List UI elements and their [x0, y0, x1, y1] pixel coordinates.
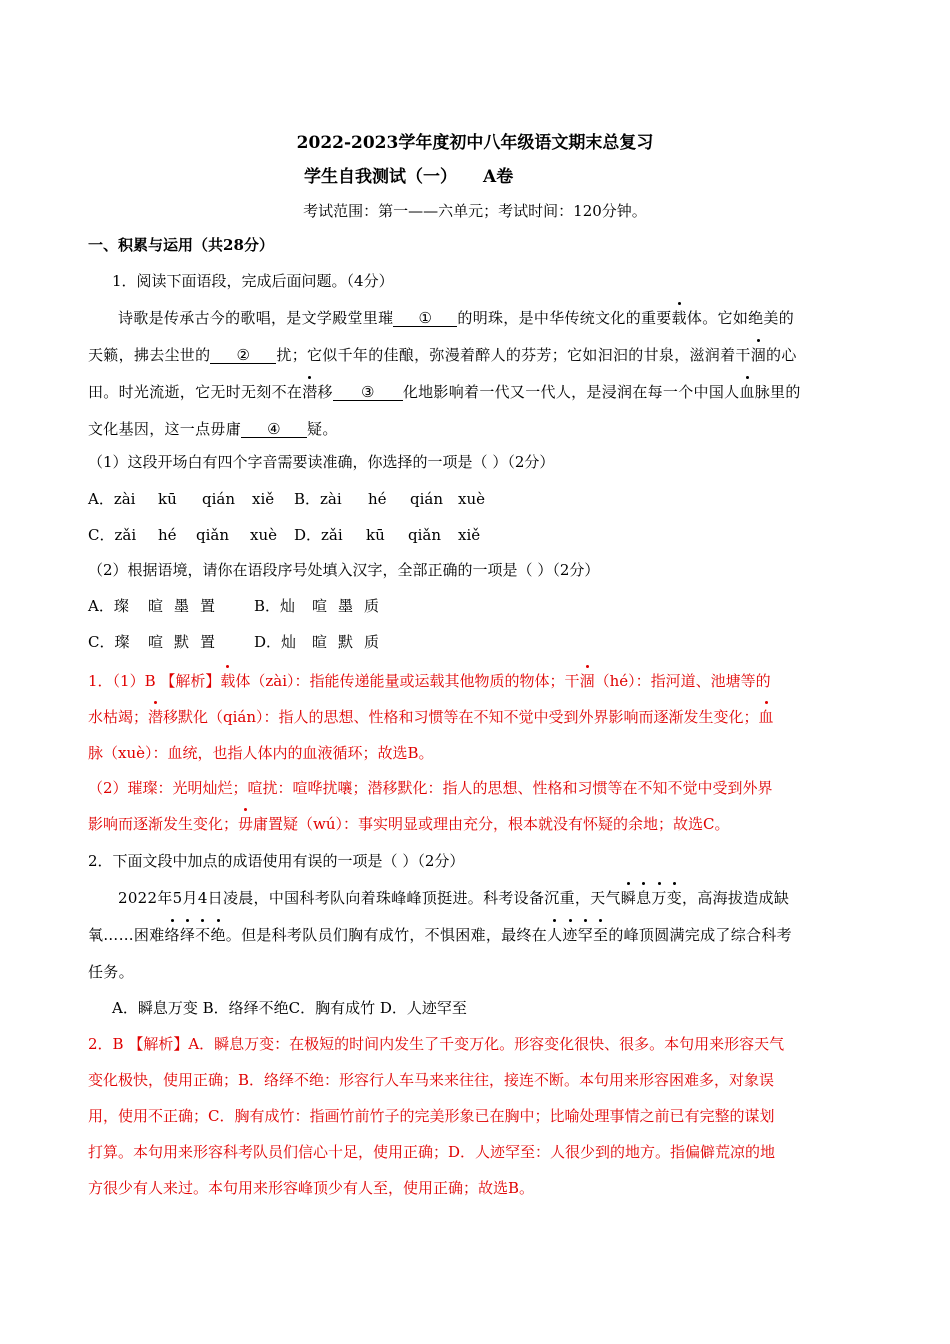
q1-answer-line-3: 脉（xuè）：血统，也指人体内的血液循环；故选B。 [88, 744, 434, 762]
blank-4: ④ [241, 421, 307, 438]
q2-passage-line-3: 任务。 [88, 963, 134, 981]
q1-sub2-stem: （2）根据语境，请你在语段序号处填入汉字，全部正确的一项是（ ）（2分） [88, 561, 600, 579]
q1-passage-line-4: 文化基因，这一点毋庸 ④ 疑。 [88, 420, 338, 438]
q1-answer-line-5: 影响而逐渐发生变化；毋庸置疑（wú）：事实明显或理由充分，根本就没有怀疑的余地；故选C。 [88, 815, 730, 833]
q2-answer-line-1: 2．B 【解析】A．瞬息万变：在极短的时间内发生了千变万化。形容变化很快、很多。本句用来形容天气 [88, 1035, 785, 1053]
q1-sub2-options-row-1: A．璨 暄 墨 置 B．灿 喧 墨 质 [88, 597, 380, 615]
q1-answer-line-4: （2）璀璨：光明灿烂；喧扰：喧哗扰嚷；潜移默化：指人的思想、性格和习惯等在不知不觉中受到外界 [88, 779, 773, 797]
blank-3: ③ [333, 384, 403, 401]
page-subtitle [304, 162, 513, 187]
page-title: 2022-2023学年度初中八年级语文期末总复习 [296, 133, 654, 153]
q1-answer-line-2: 水枯竭；潜移默化（qián）：指人的思想、性格和习惯等在不知不觉中受到外界影响而逐渐发生变化；血 [88, 708, 774, 726]
dotted-idiom-3: 人迹罕至 [547, 926, 609, 944]
subtitle-text: 学生自我测试（一） [304, 167, 457, 187]
q2-answer-line-2: 变化极快，使用正确；B．络绎不绝：形容行人车马来来往往，接连不断。本句用来形容困难多，对象误 [88, 1071, 775, 1089]
q1-sub2-options-row-2: C．璨 喧 默 置 D．灿 暄 默 质 [88, 633, 380, 651]
q1-stem: 1．阅读下面语段，完成后面问题。（4分） [112, 272, 394, 290]
q1-passage-line-3: 田。时光流逝，它无时无刻不在潜移 ③ 化地影响着一代又一代人，是浸润在每一个中国人血脉里的 [88, 383, 801, 401]
section-heading: 一、积累与运用（共28分） [88, 236, 274, 254]
blank-1: ① [393, 310, 457, 327]
q1-passage-line-1: 诗歌是传承古今的歌唱，是文学殿堂里璀 ① 的明珠，是中华传统文化的重要载体。它如绝美的 [118, 309, 795, 327]
dotted-idiom-1: 瞬息万变 [620, 889, 683, 907]
q1-answer-line-1: 1．（1）B 【解析】载体（zài）：指能传递能量或运载其他物质的物体；干涸（hé）：指河道、池塘等的 [88, 672, 771, 690]
q2-answer-line-3: 用，使用不正确；C．胸有成竹：指画竹前竹子的完美形象已在胸中；比喻处理事情之前已有完整的谋划 [88, 1107, 775, 1125]
subtitle-suffix: A卷 [483, 167, 514, 187]
q2-stem: 2．下面文段中加点的成语使用有误的一项是（ ）（2分） [88, 852, 465, 870]
exam-info: 考试范围：第一——六单元；考试时间：120分钟。 [303, 202, 647, 220]
q1-sub1-stem: （1）这段开场白有四个字音需要读准确，你选择的一项是（ ）（2分） [88, 453, 555, 471]
q2-passage-line-2: 氧……困难络绎不绝。但是科考队员们胸有成竹，不惧困难，最终在人迹罕至的峰顶圆满完成了综合科考 [88, 926, 792, 944]
q1-sub1-options-row-1: A．zài kū qián xiě B．zài hé qián xuè [88, 490, 485, 508]
q2-answer-line-4: 打算。本句用来形容科考队员们信心十足，使用正确；D．人迹罕至：人很少到的地方。指偏僻荒凉的地 [88, 1143, 776, 1161]
dotted-idiom-2: 络绎不绝 [164, 926, 226, 944]
q2-options: A．瞬息万变 B．络绎不绝C．胸有成竹 D．人迹罕至 [112, 999, 467, 1017]
q2-passage-line-1: 2022年5月4日凌晨，中国科考队向着珠峰峰顶挺进。科考设备沉重，天气瞬息万变，高海拔造成缺 [118, 889, 790, 907]
blank-2: ② [210, 347, 276, 364]
q1-passage-line-2: 天籁，拂去尘世的 ② 扰；它似千年的佳酿，弥漫着醉人的芬芳；它如汩汩的甘泉，滋润着干涸的心 [88, 346, 797, 364]
q2-answer-line-5: 方很少有人来过。本句用来形容峰顶少有人至，使用正确；故选B。 [88, 1179, 535, 1197]
q1-sub1-options-row-2: C．zǎi hé qiǎn xuè D．zǎi kū qiǎn xiě [88, 526, 481, 544]
